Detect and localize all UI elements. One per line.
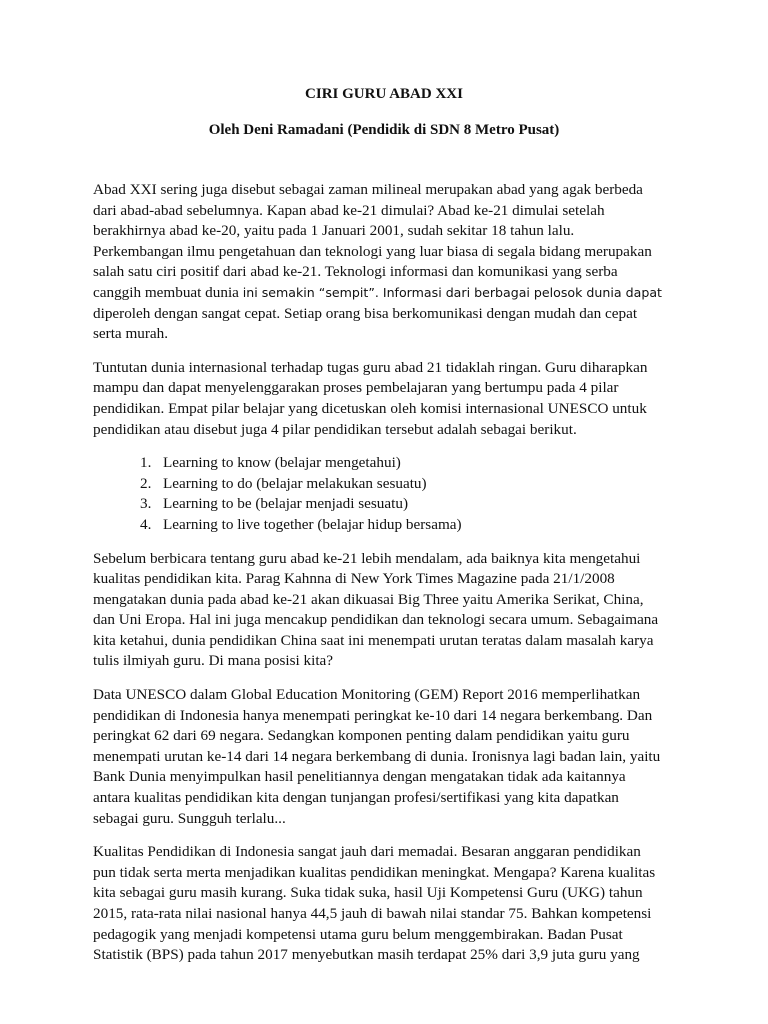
text-line: mengatakan dunia pada abad ke-21 akan dikuasai Big Three yaitu Amerika Serikat, China,: [93, 590, 644, 608]
text-line: kualitas pendidikan kita. Parag Kahnna di New York Times Magazine pada 21/1/2008: [93, 570, 615, 588]
list-text: Learning to be (belajar menjadi sesuatu): [163, 495, 409, 513]
text-line: sebagai guru. Sungguh terlalu...: [93, 809, 286, 827]
text-line: dan Uni Eropa. Hal ini juga mencakup pendidikan dan teknologi secara umum. Sebagaimana: [93, 611, 659, 629]
text-line: serta murah.: [93, 325, 169, 343]
list-item: [93, 474, 683, 495]
text-line: Statistik (BPS) pada tahun 2017 menyebutkan masih terdapat 25% dari 3,9 juta guru yang: [93, 946, 640, 964]
document-body: [93, 180, 683, 979]
list-text: Learning to do (belajar melakukan sesuatu): [163, 474, 427, 492]
text-line: tulis ilmiyah guru. Di mana posisi kita?: [93, 652, 334, 670]
text-line: Tuntutan dunia internasional terhadap tugas guru abad 21 tidaklah ringan. Guru diharapkan: [93, 358, 648, 376]
list-number: 2.: [140, 474, 152, 492]
document-title: CIRI GURU ABAD XXI: [305, 86, 463, 102]
text-line: diperoleh dengan sangat cepat. Setiap orang bisa berkomunikasi dengan mudah dan cepat: [93, 304, 638, 322]
paragraph-5: [93, 842, 683, 966]
text-line: Perkembangan ilmu pengetahuan dan teknologi yang luar biasa di segala bidang merupakan: [93, 242, 652, 260]
text-line: antara kualitas pendidikan kita dengan tunjangan profesi/sertifikasi yang kita dapatkan: [93, 789, 619, 807]
text-segment: canggih membuat dunia: [93, 283, 243, 301]
text-line: dari abad-abad sebelumnya. Kapan abad ke-21 dimulai? Abad ke-21 dimulai setelah: [93, 201, 605, 219]
text-line: pendidikan di Indonesia hanya menempati peringkat ke-10 dari 14 negara berkembang. Dan: [93, 706, 653, 724]
paragraph-2: [93, 358, 683, 440]
text-line: kita sebagai guru masih kurang. Suka tidak suka, hasil Uji Kompetensi Guru (UKG) tahun: [93, 884, 643, 902]
paragraph-1: [93, 180, 683, 345]
text-line: Abad XXI sering juga disebut sebagai zaman milineal merupakan abad yang agak berbeda: [93, 181, 643, 198]
text-line: pendidikan atau disebut juga 4 pilar pendidikan tersebut adalah sebagai berikut.: [93, 420, 577, 438]
text-line: salah satu ciri positif dari abad ke-21. Teknologi informasi dan komunikasi yang serba: [93, 263, 618, 281]
text-line: pun tidak serta merta menjadikan kualitas pendidikan meningkat. Mengapa? Karena kualitas: [93, 863, 656, 881]
list-number: 4.: [140, 515, 152, 533]
text-line: [93, 283, 683, 304]
text-line: kita ketahui, dunia pendidikan China saat ini menempati urutan teratas dalam masalah karya: [93, 631, 654, 649]
document-subtitle: Oleh Deni Ramadani (Pendidik di SDN 8 Metro Pusat): [208, 122, 560, 138]
paragraph-3: [93, 549, 683, 673]
text-line: mampu dan dapat menyelenggarakan proses pembelajaran yang bertumpu pada 4 pilar: [93, 379, 619, 397]
text-line: Data UNESCO dalam Global Education Monitoring (GEM) Report 2016 memperlihatkan: [93, 686, 641, 704]
list-number: 1.: [140, 454, 152, 472]
list-text: Learning to know (belajar mengetahui): [163, 454, 401, 472]
text-line: Kualitas Pendidikan di Indonesia sangat jauh dari memadai. Besaran anggaran pendidikan: [93, 843, 641, 861]
list-text: Learning to live together (belajar hidup bersama): [163, 515, 462, 533]
text-line: Sebelum berbicara tentang guru abad ke-21 lebih mendalam, ada baiknya kita mengetahui: [93, 549, 641, 567]
text-line: Bank Dunia menyimpulkan hasil penelitiannya dengan mengatakan tidak ada kaitannya: [93, 768, 626, 786]
paragraph-4: [93, 685, 683, 829]
text-line: peringkat 62 dari 69 negara. Sedangkan komponen penting dalam pendidikan yaitu guru: [93, 727, 630, 745]
text-segment-sans: ini semakin “sempit”. Informasi dari berbagai pelosok dunia dapat: [242, 284, 662, 300]
text-line: pendidikan. Empat pilar belajar yang dicetuskan oleh komisi internasional UNESCO untuk: [93, 399, 647, 417]
text-line: menempati urutan ke-14 dari 14 negara berkembang di dunia. Ironisnya lagi badan lain, yaitu: [93, 747, 661, 765]
list-item: [93, 494, 683, 515]
text-line: pedagogik yang menjadi kompetensi utama guru belum menggembirakan. Badan Pusat: [93, 925, 623, 943]
list-number: 3.: [140, 495, 152, 513]
list-item: [93, 453, 683, 474]
pillars-list: [93, 453, 683, 535]
list-item: [93, 515, 683, 536]
text-line: berakhirnya abad ke-20, yaitu pada 1 Januari 2001, sudah sekitar 18 tahun lalu.: [93, 222, 575, 240]
text-line: 2015, rata-rata nilai nasional hanya 44,5 jauh di bawah nilai standar 75. Bahkan kompetensi: [93, 905, 652, 922]
